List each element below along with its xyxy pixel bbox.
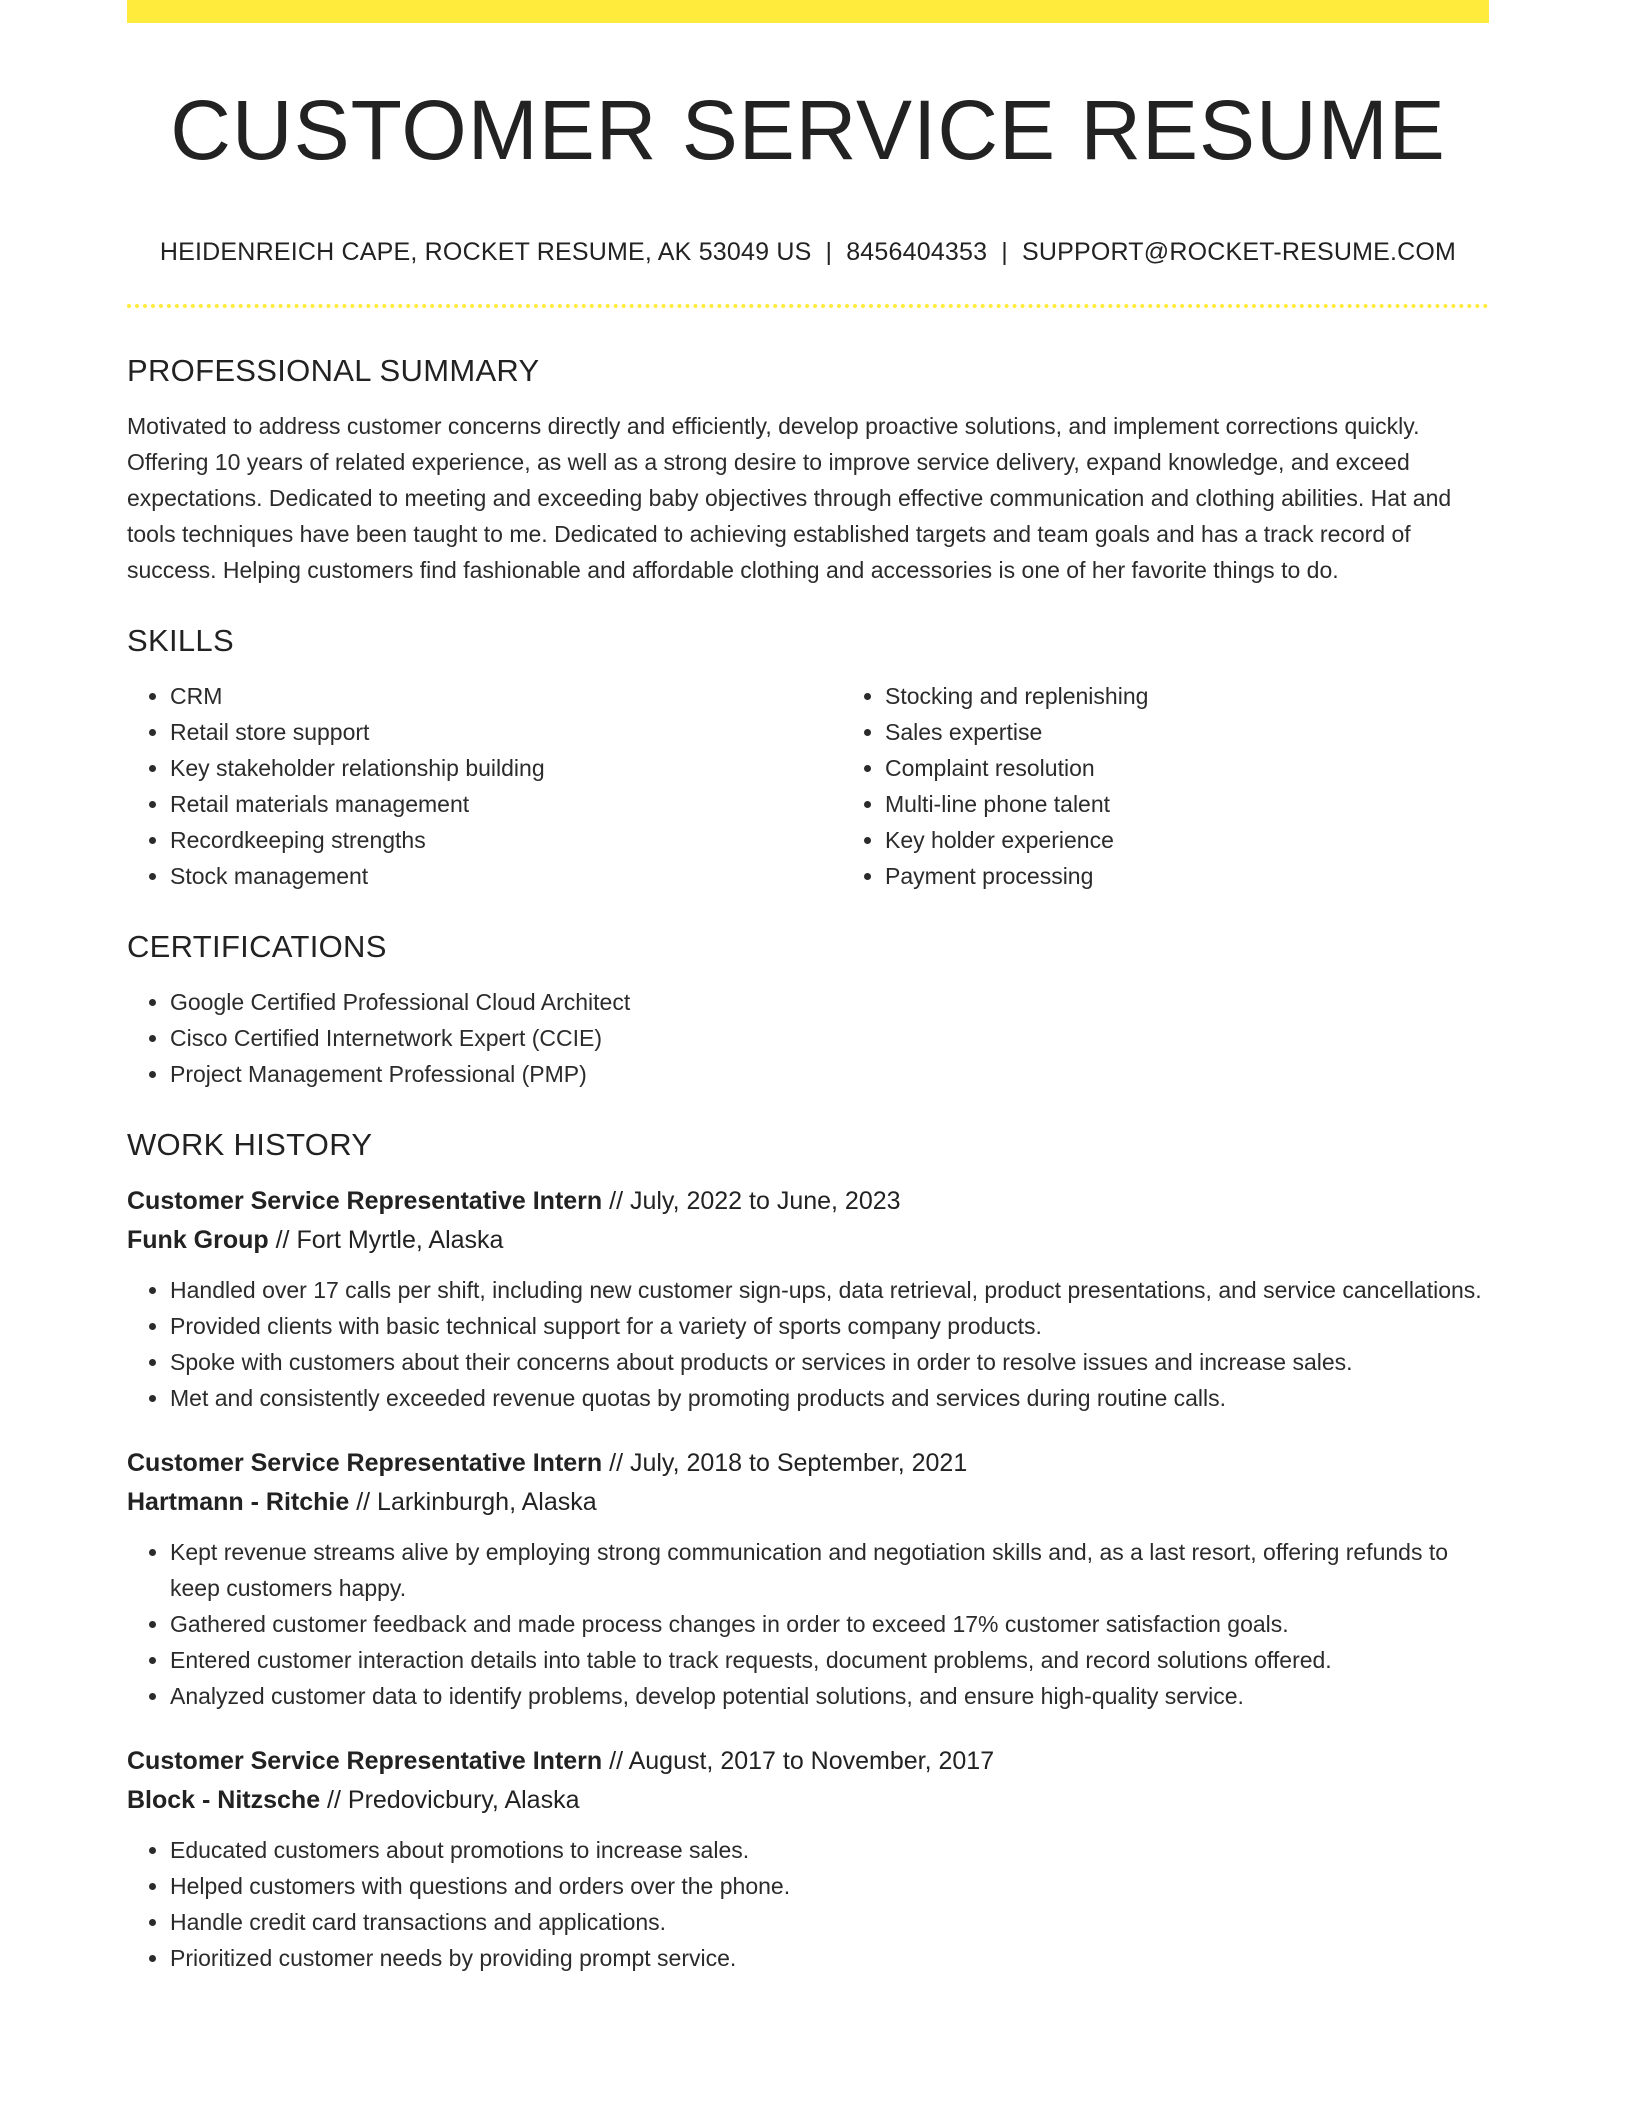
certifications-section (127, 926, 1489, 1092)
job-title: Customer Service Representative Intern (127, 1449, 603, 1477)
skill-item: • Stocking and replenishing (885, 678, 1557, 714)
skill-item: • Recordkeeping strengths (170, 822, 842, 858)
skills-grid (127, 678, 1489, 894)
summary-section (127, 350, 1489, 588)
job-title-line (127, 1182, 1489, 1221)
job-bullet: • Kept revenue streams alive by employing strong communication and negotiation skills and, as a last resort, offering refunds to keep customers happy. (170, 1534, 1489, 1606)
resume-title: CUSTOMER SERVICE RESUME (170, 83, 1446, 177)
skill-item: • Payment processing (885, 858, 1557, 894)
work-history-heading: WORK HISTORY (127, 1127, 373, 1162)
job-title-line (127, 1444, 1489, 1483)
resume-body (127, 350, 1489, 1976)
contact-address: HEIDENREICH CAPE, ROCKET RESUME, AK 53049 US (159, 238, 812, 266)
job-dates: // August, 2017 to November, 2017 (602, 1747, 995, 1775)
skill-item: • CRM (170, 678, 842, 714)
job-bullet: • Analyzed customer data to identify problems, develop potential solutions, and ensure high-quality service. (170, 1678, 1489, 1714)
certifications-list (127, 984, 1489, 1092)
contact-email: SUPPORT@ROCKET-RESUME.COM (1021, 238, 1457, 266)
top-accent-bar (127, 0, 1489, 23)
skill-item: • Key holder experience (885, 822, 1557, 858)
skill-item: • Retail materials management (170, 786, 842, 822)
skill-item: • Multi-line phone talent (885, 786, 1557, 822)
job-bullet: • Spoke with customers about their concerns about products or services in order to resolve issues and increase sales. (170, 1344, 1489, 1380)
job-bullet: • Met and consistently exceeded revenue quotas by promoting products and services during routine calls. (170, 1380, 1489, 1416)
certification-item: • Project Management Professional (PMP) (170, 1056, 1489, 1092)
job-entry (127, 1182, 1489, 1416)
skill-item: • Retail store support (170, 714, 842, 750)
skills-list-left (127, 678, 842, 894)
summary-text: Motivated to address customer concerns directly and efficiently, develop proactive solutions, and implement corrections quickly. Offering 10 years of related experience, as well as a strong desire to improve service delivery, expand knowledge, and exceed expectations. Dedicated to meeting and exceeding baby objectives through effective communication and clothing abilities. Hat and tools techniques have been taught to me. Dedicated to achieving established targets and team goals and has a track record of success. Helping customers find fashionable and affordable clothing and accessories is one of her favorite things to do. (127, 413, 1452, 583)
job-company-line (127, 1221, 1489, 1260)
skills-heading: SKILLS (127, 623, 234, 658)
job-location: // Fort Myrtle, Alaska (268, 1226, 504, 1254)
skill-item: • Stock management (170, 858, 842, 894)
skill-item: • Complaint resolution (885, 750, 1557, 786)
certification-item: • Cisco Certified Internetwork Expert (CCIE) (170, 1020, 1489, 1056)
contact-separator: | (825, 238, 833, 266)
skill-item: • Sales expertise (885, 714, 1557, 750)
job-company-line (127, 1781, 1489, 1820)
job-entry (127, 1742, 1489, 1976)
contact-phone: 8456404353 (846, 238, 988, 266)
summary-heading: PROFESSIONAL SUMMARY (127, 353, 540, 388)
skills-list-right (842, 678, 1557, 894)
job-dates: // July, 2018 to September, 2021 (602, 1449, 968, 1477)
job-company-line (127, 1483, 1489, 1522)
job-bullet: • Provided clients with basic technical support for a variety of sports company products. (170, 1308, 1489, 1344)
dotted-divider (127, 304, 1489, 308)
job-bullets (127, 1832, 1489, 1976)
job-title: Customer Service Representative Intern (127, 1747, 603, 1775)
skills-section (127, 620, 1489, 894)
job-dates: // July, 2022 to June, 2023 (602, 1187, 901, 1215)
job-bullet: • Entered customer interaction details into table to track requests, document problems, and record solutions offered. (170, 1642, 1489, 1678)
contact-line (127, 234, 1489, 270)
job-bullet: • Educated customers about promotions to increase sales. (170, 1832, 1489, 1868)
skill-item: • Key stakeholder relationship building (170, 750, 842, 786)
work-history-section (127, 1124, 1489, 1976)
job-bullet: • Helped customers with questions and orders over the phone. (170, 1868, 1489, 1904)
contact-separator: | (1001, 238, 1008, 266)
certification-item: • Google Certified Professional Cloud Architect (170, 984, 1489, 1020)
job-bullet: • Handled over 17 calls per shift, including new customer sign-ups, data retrieval, product presentations, and service cancellations. (170, 1272, 1489, 1308)
job-company: Hartmann - Ritchie (127, 1488, 350, 1516)
job-title-line (127, 1742, 1489, 1781)
job-company: Block - Nitzsche (127, 1786, 321, 1814)
job-bullet: • Prioritized customer needs by providing prompt service. (170, 1940, 1489, 1976)
job-location: // Predovicbury, Alaska (320, 1786, 580, 1814)
job-bullet: • Gathered customer feedback and made process changes in order to exceed 17% customer satisfaction goals. (170, 1606, 1489, 1642)
job-location: // Larkinburgh, Alaska (349, 1488, 597, 1516)
job-bullets (127, 1272, 1489, 1416)
certifications-heading: CERTIFICATIONS (127, 929, 387, 964)
job-company: Funk Group (127, 1226, 269, 1254)
job-bullets (127, 1534, 1489, 1714)
job-entry (127, 1444, 1489, 1714)
job-title: Customer Service Representative Intern (127, 1187, 603, 1215)
job-bullet: • Handle credit card transactions and applications. (170, 1904, 1489, 1940)
